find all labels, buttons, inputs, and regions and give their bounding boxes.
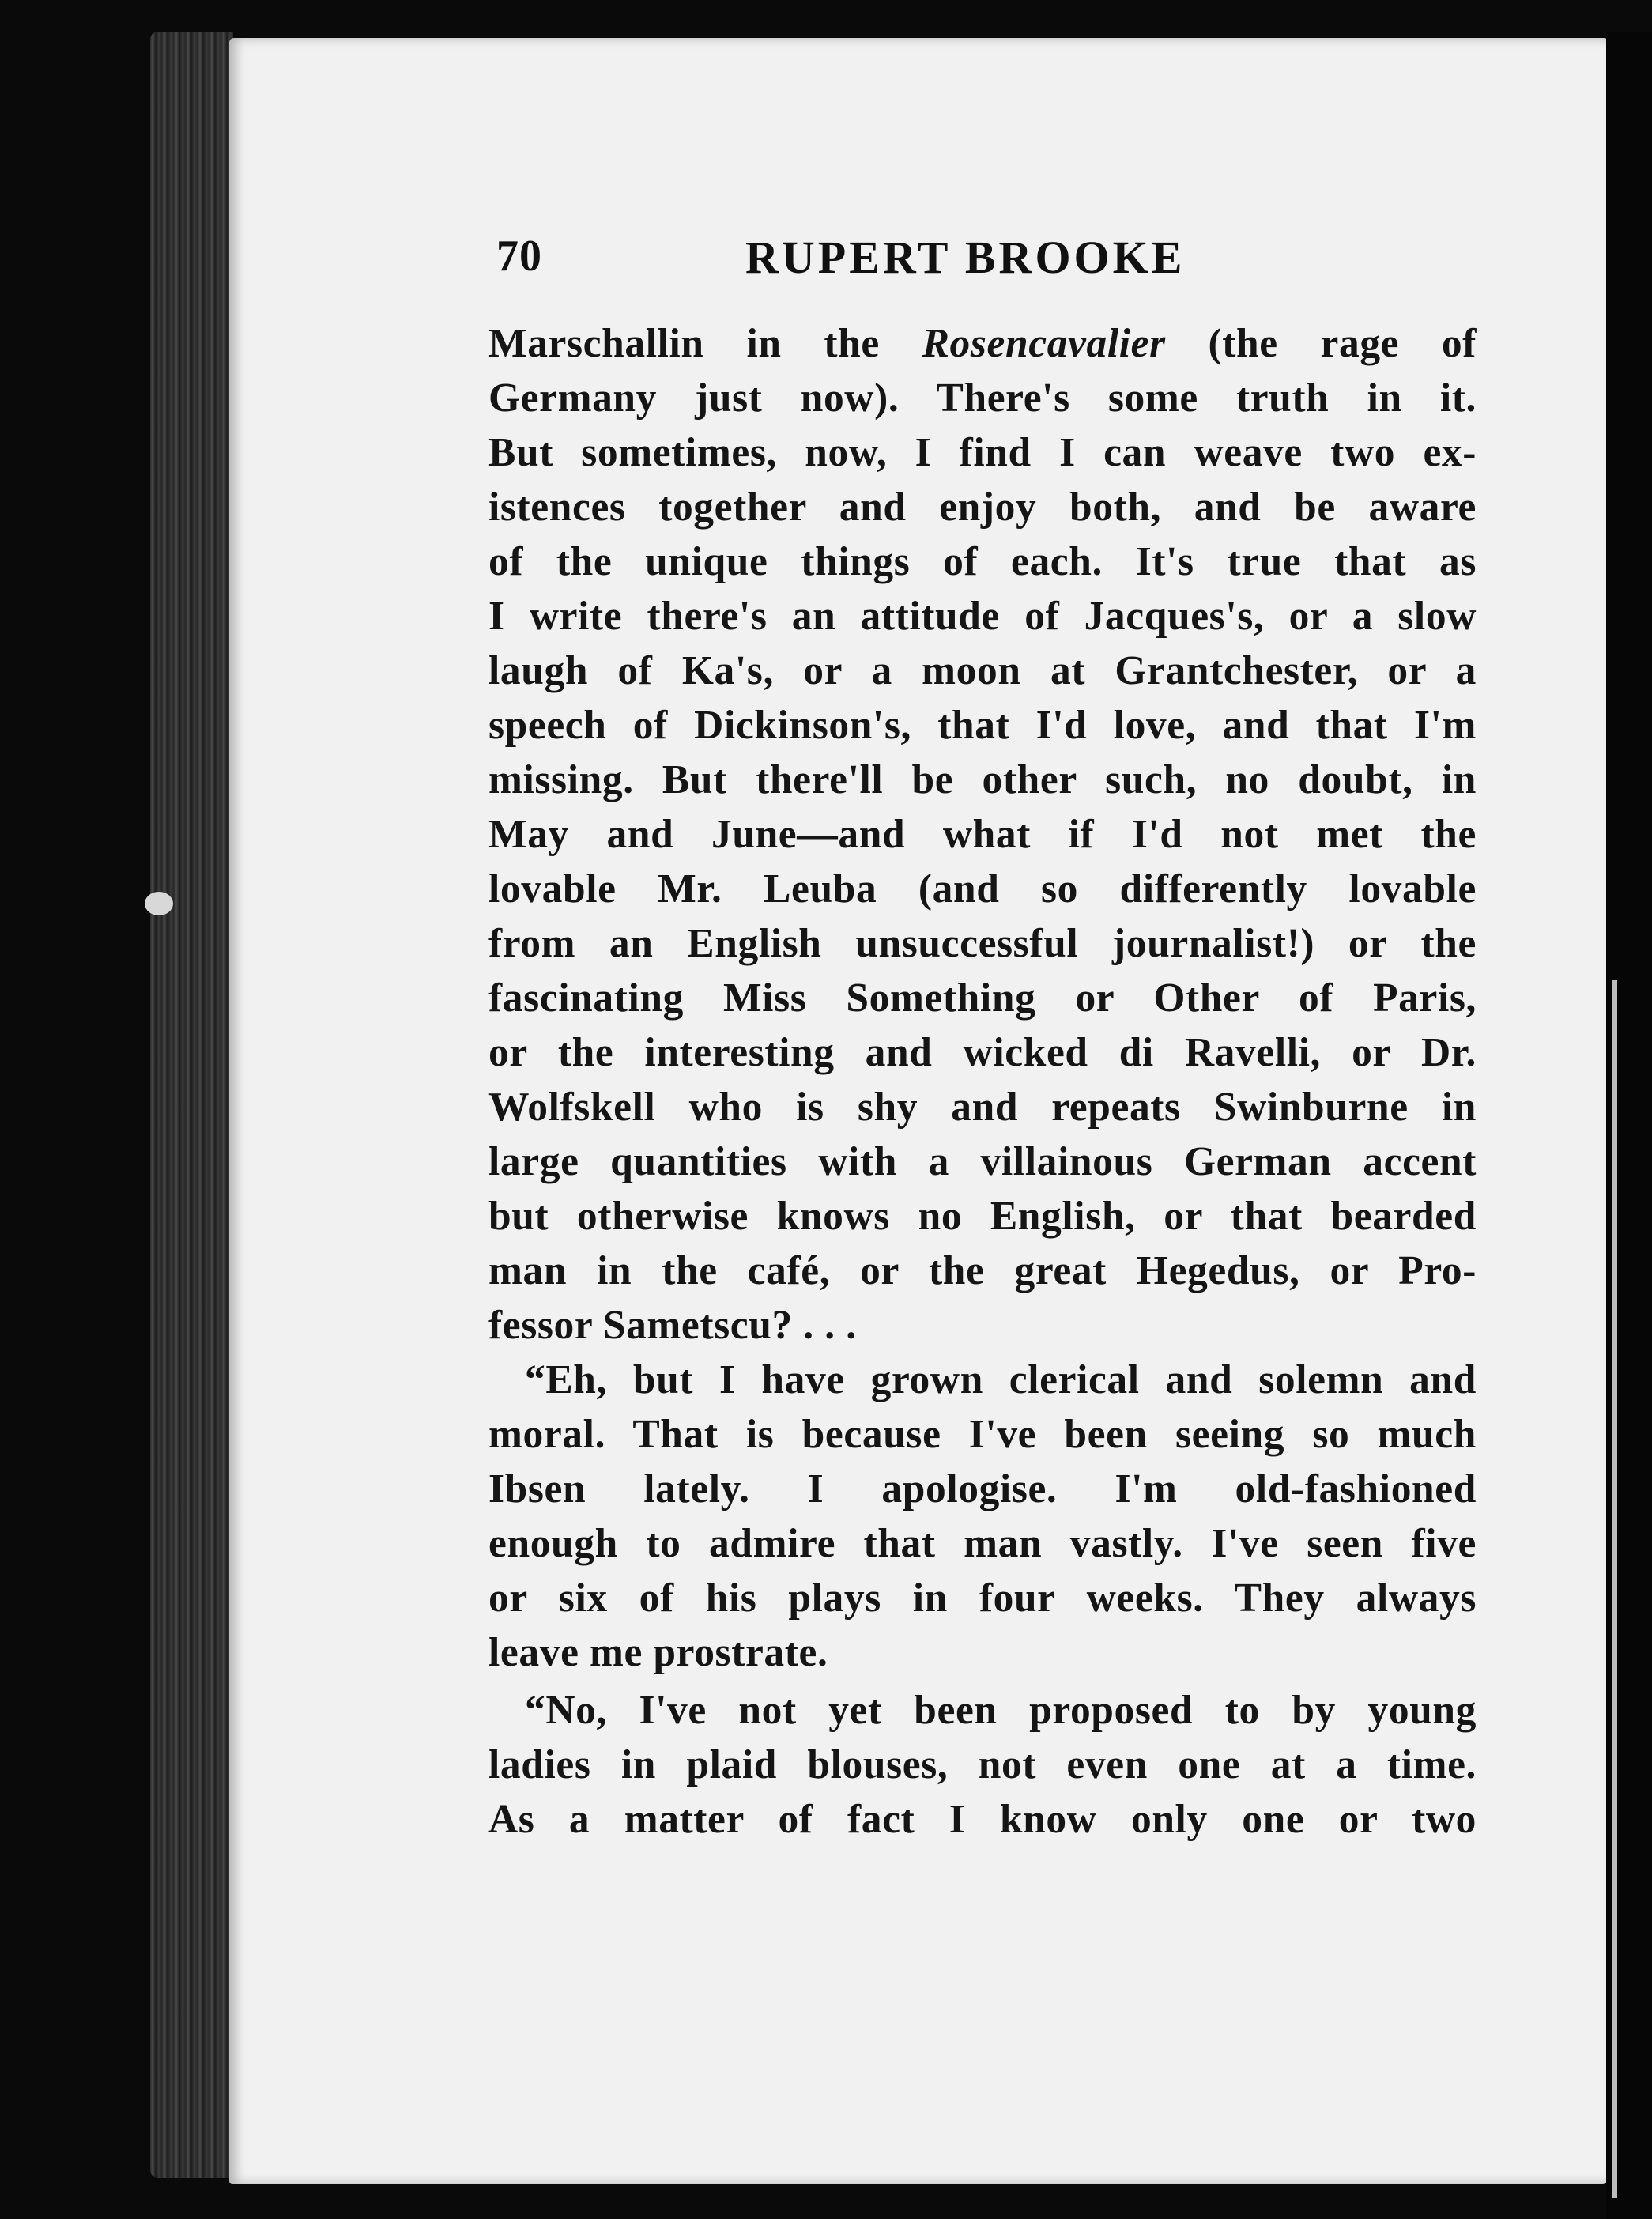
text-line: Wolfskell who is shy and repeats Swinburne in (488, 1085, 1477, 1130)
text-line: or the interesting and wicked di Ravelli, or Dr. (488, 1030, 1477, 1075)
text-line: man in the café, or the great Hegedus, or Pro- (488, 1248, 1477, 1293)
text-line: May and June—and what if I'd not met the (488, 812, 1477, 857)
text-line: large quantities with a villainous German accent (488, 1139, 1477, 1184)
text-line: I write there's an attitude of Jacques's, or a slow (488, 594, 1477, 639)
text-line: moral. That is because I've been seeing so much (488, 1412, 1477, 1457)
text-line: missing. But there'll be other such, no doubt, in (488, 757, 1477, 802)
running-head: RUPERT BROOKE (745, 232, 1186, 283)
book-spine (150, 32, 233, 2178)
page-edge-line (1612, 980, 1617, 2198)
text-line: “Eh, but I have grown clerical and solemn and (525, 1357, 1477, 1402)
text-line: leave me prostrate. (488, 1630, 828, 1675)
text-line: speech of Dickinson's, that I'd love, and that I'm (488, 703, 1477, 748)
text-line: But sometimes, now, I find I can weave two ex- (488, 430, 1477, 475)
text-line: but otherwise knows no English, or that bearded (488, 1194, 1477, 1239)
text-line: fessor Sametscu? . . . (488, 1303, 857, 1348)
text-line: Marschallin in the Rosencavalier (the rage of (488, 321, 1477, 366)
text-line: or six of his plays in four weeks. They always (488, 1576, 1477, 1621)
text-line: lovable Mr. Leuba (and so differently lovable (488, 866, 1477, 911)
text-line: fascinating Miss Something or Other of Paris, (488, 976, 1477, 1021)
text-line: of the unique things of each. It's true that as (488, 539, 1477, 584)
text-line: ladies in plaid blouses, not even one at a time. (488, 1742, 1477, 1787)
text-line: As a matter of fact I know only one or two (488, 1797, 1477, 1842)
text-line: enough to admire that man vastly. I've seen five (488, 1521, 1477, 1566)
text-line: istences together and enjoy both, and be aware (488, 485, 1477, 530)
text-line: laugh of Ka's, or a moon at Grantchester, or a (488, 648, 1477, 693)
page-number: 70 (496, 232, 542, 281)
text-line: Germany just now). There's some truth in it. (488, 375, 1477, 421)
text-line: “No, I've not yet been proposed to by young (525, 1688, 1477, 1733)
text-line: from an English unsuccessful journalist!) or the (488, 921, 1477, 966)
italic-title: Rosencavalier (922, 321, 1166, 366)
spine-blemish (145, 892, 173, 915)
body-text (488, 316, 1477, 1847)
text-line: Ibsen lately. I apologise. I'm old-fashioned (488, 1466, 1477, 1511)
page-header (496, 231, 1469, 294)
